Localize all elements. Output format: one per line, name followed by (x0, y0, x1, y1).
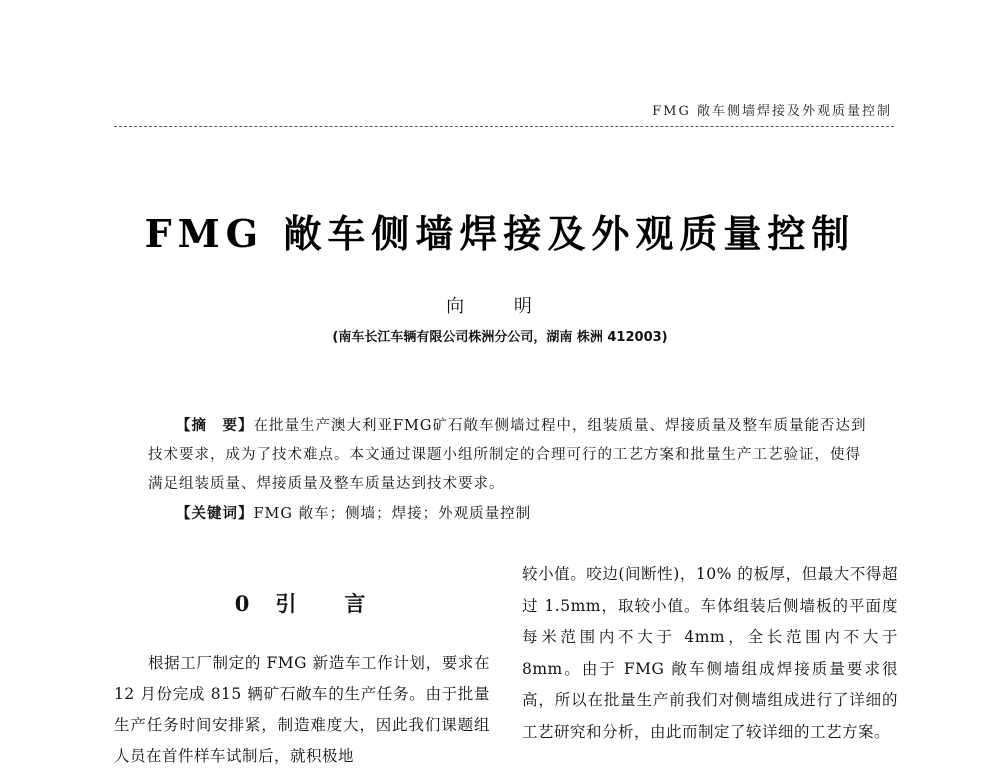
section-number: 0 (234, 591, 250, 616)
keywords-text: FMG 敞车；侧墙；焊接；外观质量控制 (253, 506, 532, 522)
section-heading-introduction (114, 588, 486, 618)
abstract-label: 【摘 要】 (176, 417, 254, 434)
abstract-paragraph (148, 411, 870, 499)
left-column (114, 648, 490, 772)
introduction-paragraph: 根据工厂制定的 FMG 新造车工作计划，要求在 12 月份完成 815 辆矿石敞车的生产任务。由于批量生产任务时间安排紧，制造难度大，因此我们课题组人员在首件样车试制后，就积极地 (114, 654, 490, 765)
section-title-char-1: 引 (275, 591, 297, 616)
keywords-line (148, 499, 870, 529)
right-column-paragraph: 较小值。咬边(间断性)，10% 的板厚，但最大不得超过 1.5mm，取较小值。车体组装后侧墙板的平面度每米范围内不大于 4mm，全长范围内不大于 8mm。由于 FMG 敞车侧墙组成焊接质量要求很高，所以在批量生产前我们对侧墙组成进行了详细的工艺研究和分析，由此而制定了较详细的工艺方案。 (522, 565, 898, 741)
author-affiliation: (南车长江车辆有限公司株洲分公司，湖南 株洲 412003) (332, 330, 668, 345)
author-name: 向 明 (446, 296, 554, 317)
header-divider (114, 126, 894, 127)
paper-title: FMG 敞车侧墙焊接及外观质量控制 (144, 211, 856, 256)
right-column (522, 559, 898, 748)
abstract-block (148, 411, 870, 529)
abstract-text: 在批量生产澳大利亚FMG矿石敞车侧墙过程中，组装质量、焊接质量及整车质量能否达到技术要求，成为了技术难点。本文通过课题小组所制定的合理可行的工艺方案和批量生产工艺验证，使得满足组装质量、焊接质量及整车质量达到技术要求。 (148, 418, 867, 492)
running-header: FMG 敞车侧墙焊接及外观质量控制 (652, 104, 892, 119)
keywords-label: 【关键词】 (176, 505, 254, 522)
section-title-char-2: 言 (344, 591, 366, 616)
